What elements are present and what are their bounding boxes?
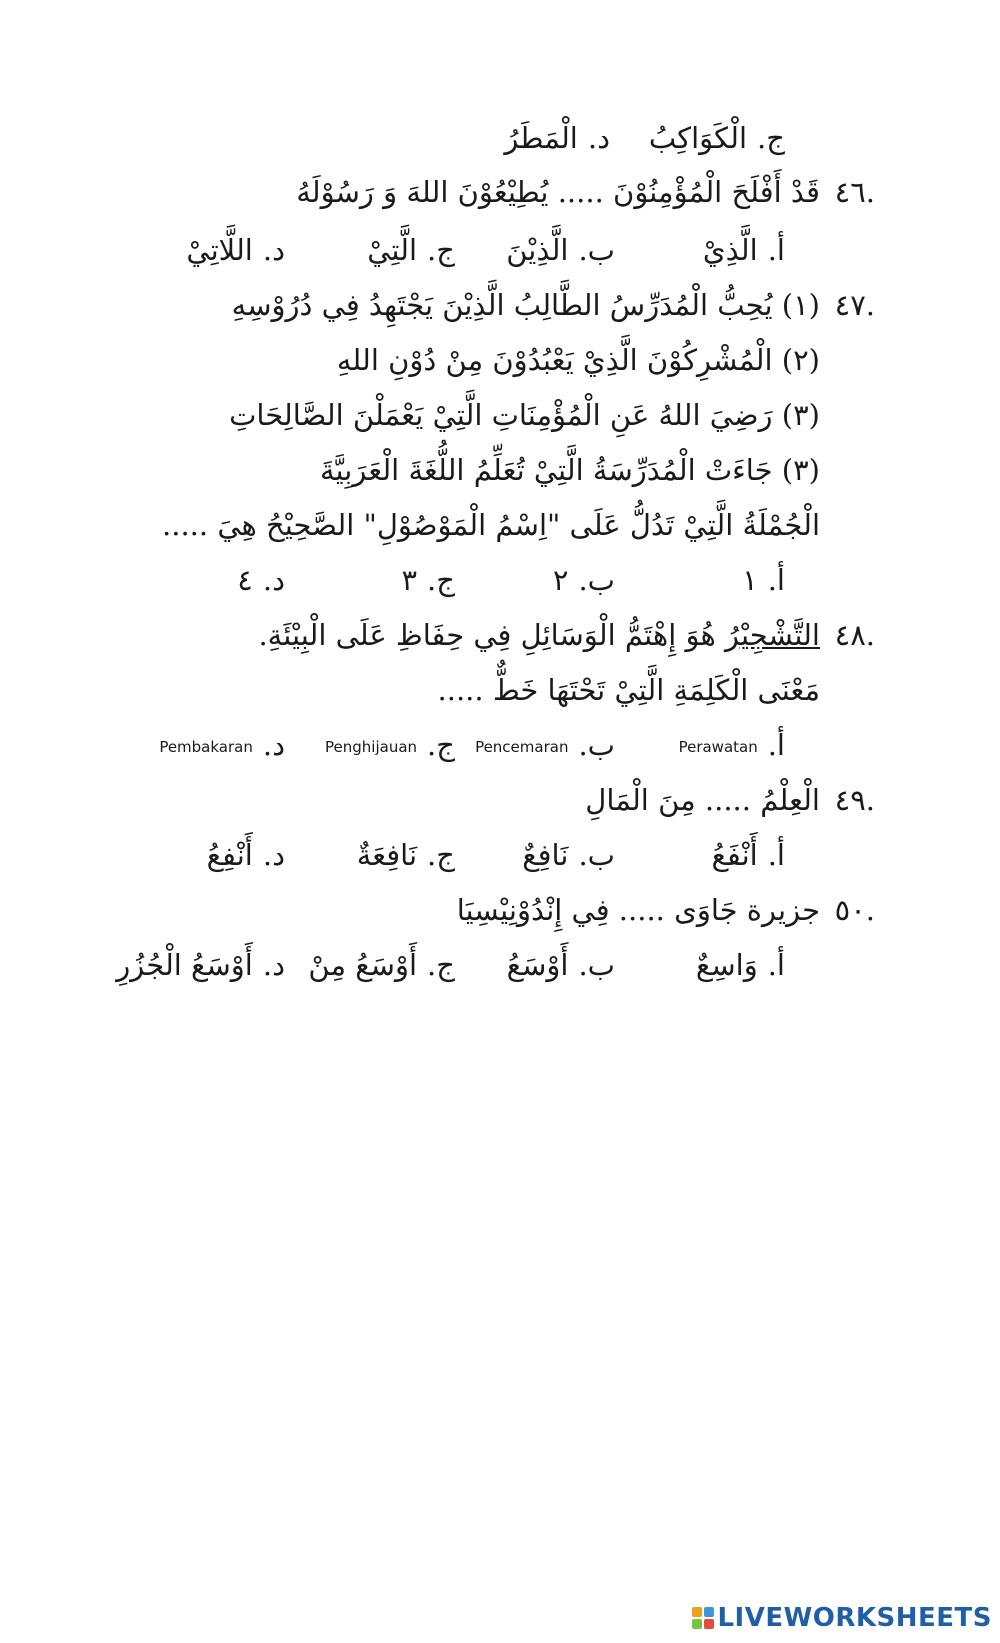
q49-option-b: ب.نَافِعٌ xyxy=(522,838,615,872)
q47-option-b: ب.٢ xyxy=(552,563,615,597)
q48-option-d: د.Pembakaran xyxy=(159,728,285,762)
q48-number: .٤٨ xyxy=(834,618,875,652)
q46-option-b: ب.الَّذِيْنَ xyxy=(506,233,615,267)
q50-option-b: ب.أَوْسَعُ xyxy=(506,948,615,982)
logo-grid-icon xyxy=(692,1607,714,1629)
q48-option-b: ب.Pencemaran xyxy=(475,728,615,762)
q46-option-c: ج.الَّتِيْ xyxy=(367,233,455,267)
q48-text xyxy=(258,615,820,655)
q45-option-c: ج.الْكَوَاكِبُ xyxy=(648,121,785,155)
q45-option-d: د.الْمَطَرُ xyxy=(504,121,610,155)
q47-question: الْجُمْلَةُ الَّتِيْ تَدُلُّ عَلَى "اِسْمُ الْمَوْصُوْلِ" الصَّحِيْحُ هِيَ ..... xyxy=(162,508,820,542)
q50-option-c: ج.أَوْسَعُ مِنْ xyxy=(308,948,455,982)
q47-number: .٤٧ xyxy=(834,288,875,322)
q50-option-a: أ.وَاسِعٌ xyxy=(695,948,785,982)
q46-text: قَدْ أَفْلَحَ الْمُؤْمِنُوْنَ ..... يُطِيْعُوْنَ اللهَ وَ رَسُوْلَهُ xyxy=(296,175,820,209)
q47-option-a: أ.١ xyxy=(742,563,785,597)
q47-option-d: د.٤ xyxy=(237,563,285,597)
q46-option-a: أ.الَّذِيْ xyxy=(702,233,785,267)
q47-sentence-1: (١) يُحِبُّ الْمُدَرِّسُ الطَّالِبُ الَّذِيْنَ يَجْتَهِدُ فِي دُرُوْسِهِ xyxy=(231,288,820,322)
q47-option-c: ج.٣ xyxy=(401,563,455,597)
liveworksheets-logo[interactable] xyxy=(692,1603,992,1633)
q49-option-a: أ.أَنْفَعُ xyxy=(711,838,785,872)
q49-text: الْعِلْمُ ..... مِنَ الْمَالِ xyxy=(585,783,820,817)
q48-question: مَعْنَى الْكَلِمَةِ الَّتِيْ تَحْتَهَا خَطٌّ ..... xyxy=(437,673,820,707)
q48-text-rest: هُوَ إِهْتَمُّ الْوَسَائِلِ فِي حِفَاظِ عَلَى الْبِيْئَةِ. xyxy=(258,618,725,652)
q49-number: .٤٩ xyxy=(834,783,875,817)
q47-sentence-3: (٣) رَضِيَ اللهُ عَنِ الْمُؤْمِنَاتِ الَّتِيْ يَعْمَلْنَ الصَّالِحَاتِ xyxy=(229,398,820,432)
q50-text: جزيرة جَاوَى ..... فِي إِنْدُوْنِيْسِيَا xyxy=(456,893,820,927)
q48-underlined-word: التَّشْجِيْرُ xyxy=(725,618,820,652)
q50-number: .٥٠ xyxy=(834,893,875,927)
q48-option-c: ج.Penghijauan xyxy=(325,728,455,762)
q49-option-c: ج.نَافِعَةٌ xyxy=(356,838,455,872)
q50-option-d: د.أَوْسَعُ الْجُزُرِ xyxy=(116,948,285,982)
q47-sentence-4: (٣) جَاءَتْ الْمُدَرِّسَةُ الَّتِيْ تُعَلِّمُ اللُّغَةَ الْعَرَبِيَّةَ xyxy=(319,453,820,487)
q47-sentence-2: (٢) الْمُشْرِكُوْنَ الَّذِيْ يَعْبُدُوْنَ مِنْ دُوْنِ اللهِ xyxy=(336,343,820,377)
q46-number: .٤٦ xyxy=(834,175,875,209)
brand-name: LIVEWORKSHEETS xyxy=(717,1603,992,1633)
q46-option-d: د.اللَّاتِيْ xyxy=(186,233,285,267)
q48-option-a: أ.Perawatan xyxy=(678,728,785,762)
q49-option-d: د.أَنْفِعُ xyxy=(206,838,285,872)
